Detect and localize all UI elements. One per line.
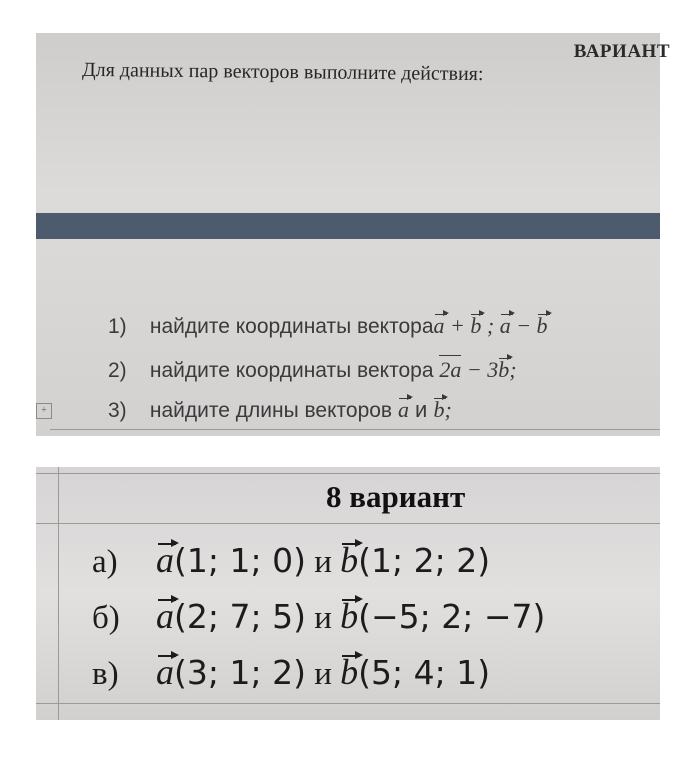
task-1: 1) найдите координаты вектораa + b ; a − b (108, 313, 548, 338)
row-a: а) a(1; 1; 0) и b(1; 2; 2) (92, 540, 491, 580)
table-border-bottom (36, 703, 660, 704)
row-c: в) a(3; 1; 2) и b(5; 4; 1) (92, 652, 491, 692)
bottom-photo (36, 467, 660, 720)
variant-heading: ВАРИАНТ (573, 41, 670, 62)
row-b: б) a(2; 7; 5) и b(−5; 2; −7) (92, 596, 546, 636)
table-border-mid (36, 523, 660, 524)
separator-band (36, 213, 660, 239)
task-2: 2) найдите координаты вектора 2a − 3b; (108, 357, 517, 382)
instruction-text: Для данных пар векторов выполните действия: (81, 58, 484, 86)
table-move-handle[interactable]: + (36, 403, 52, 419)
variant-title: 8 вариант (326, 479, 466, 514)
table-border (50, 429, 660, 430)
top-photo (36, 33, 670, 436)
table-border-top (36, 473, 660, 474)
table-border-left (58, 467, 59, 720)
task-3: 3) найдите длины векторов a и b; (108, 397, 452, 422)
